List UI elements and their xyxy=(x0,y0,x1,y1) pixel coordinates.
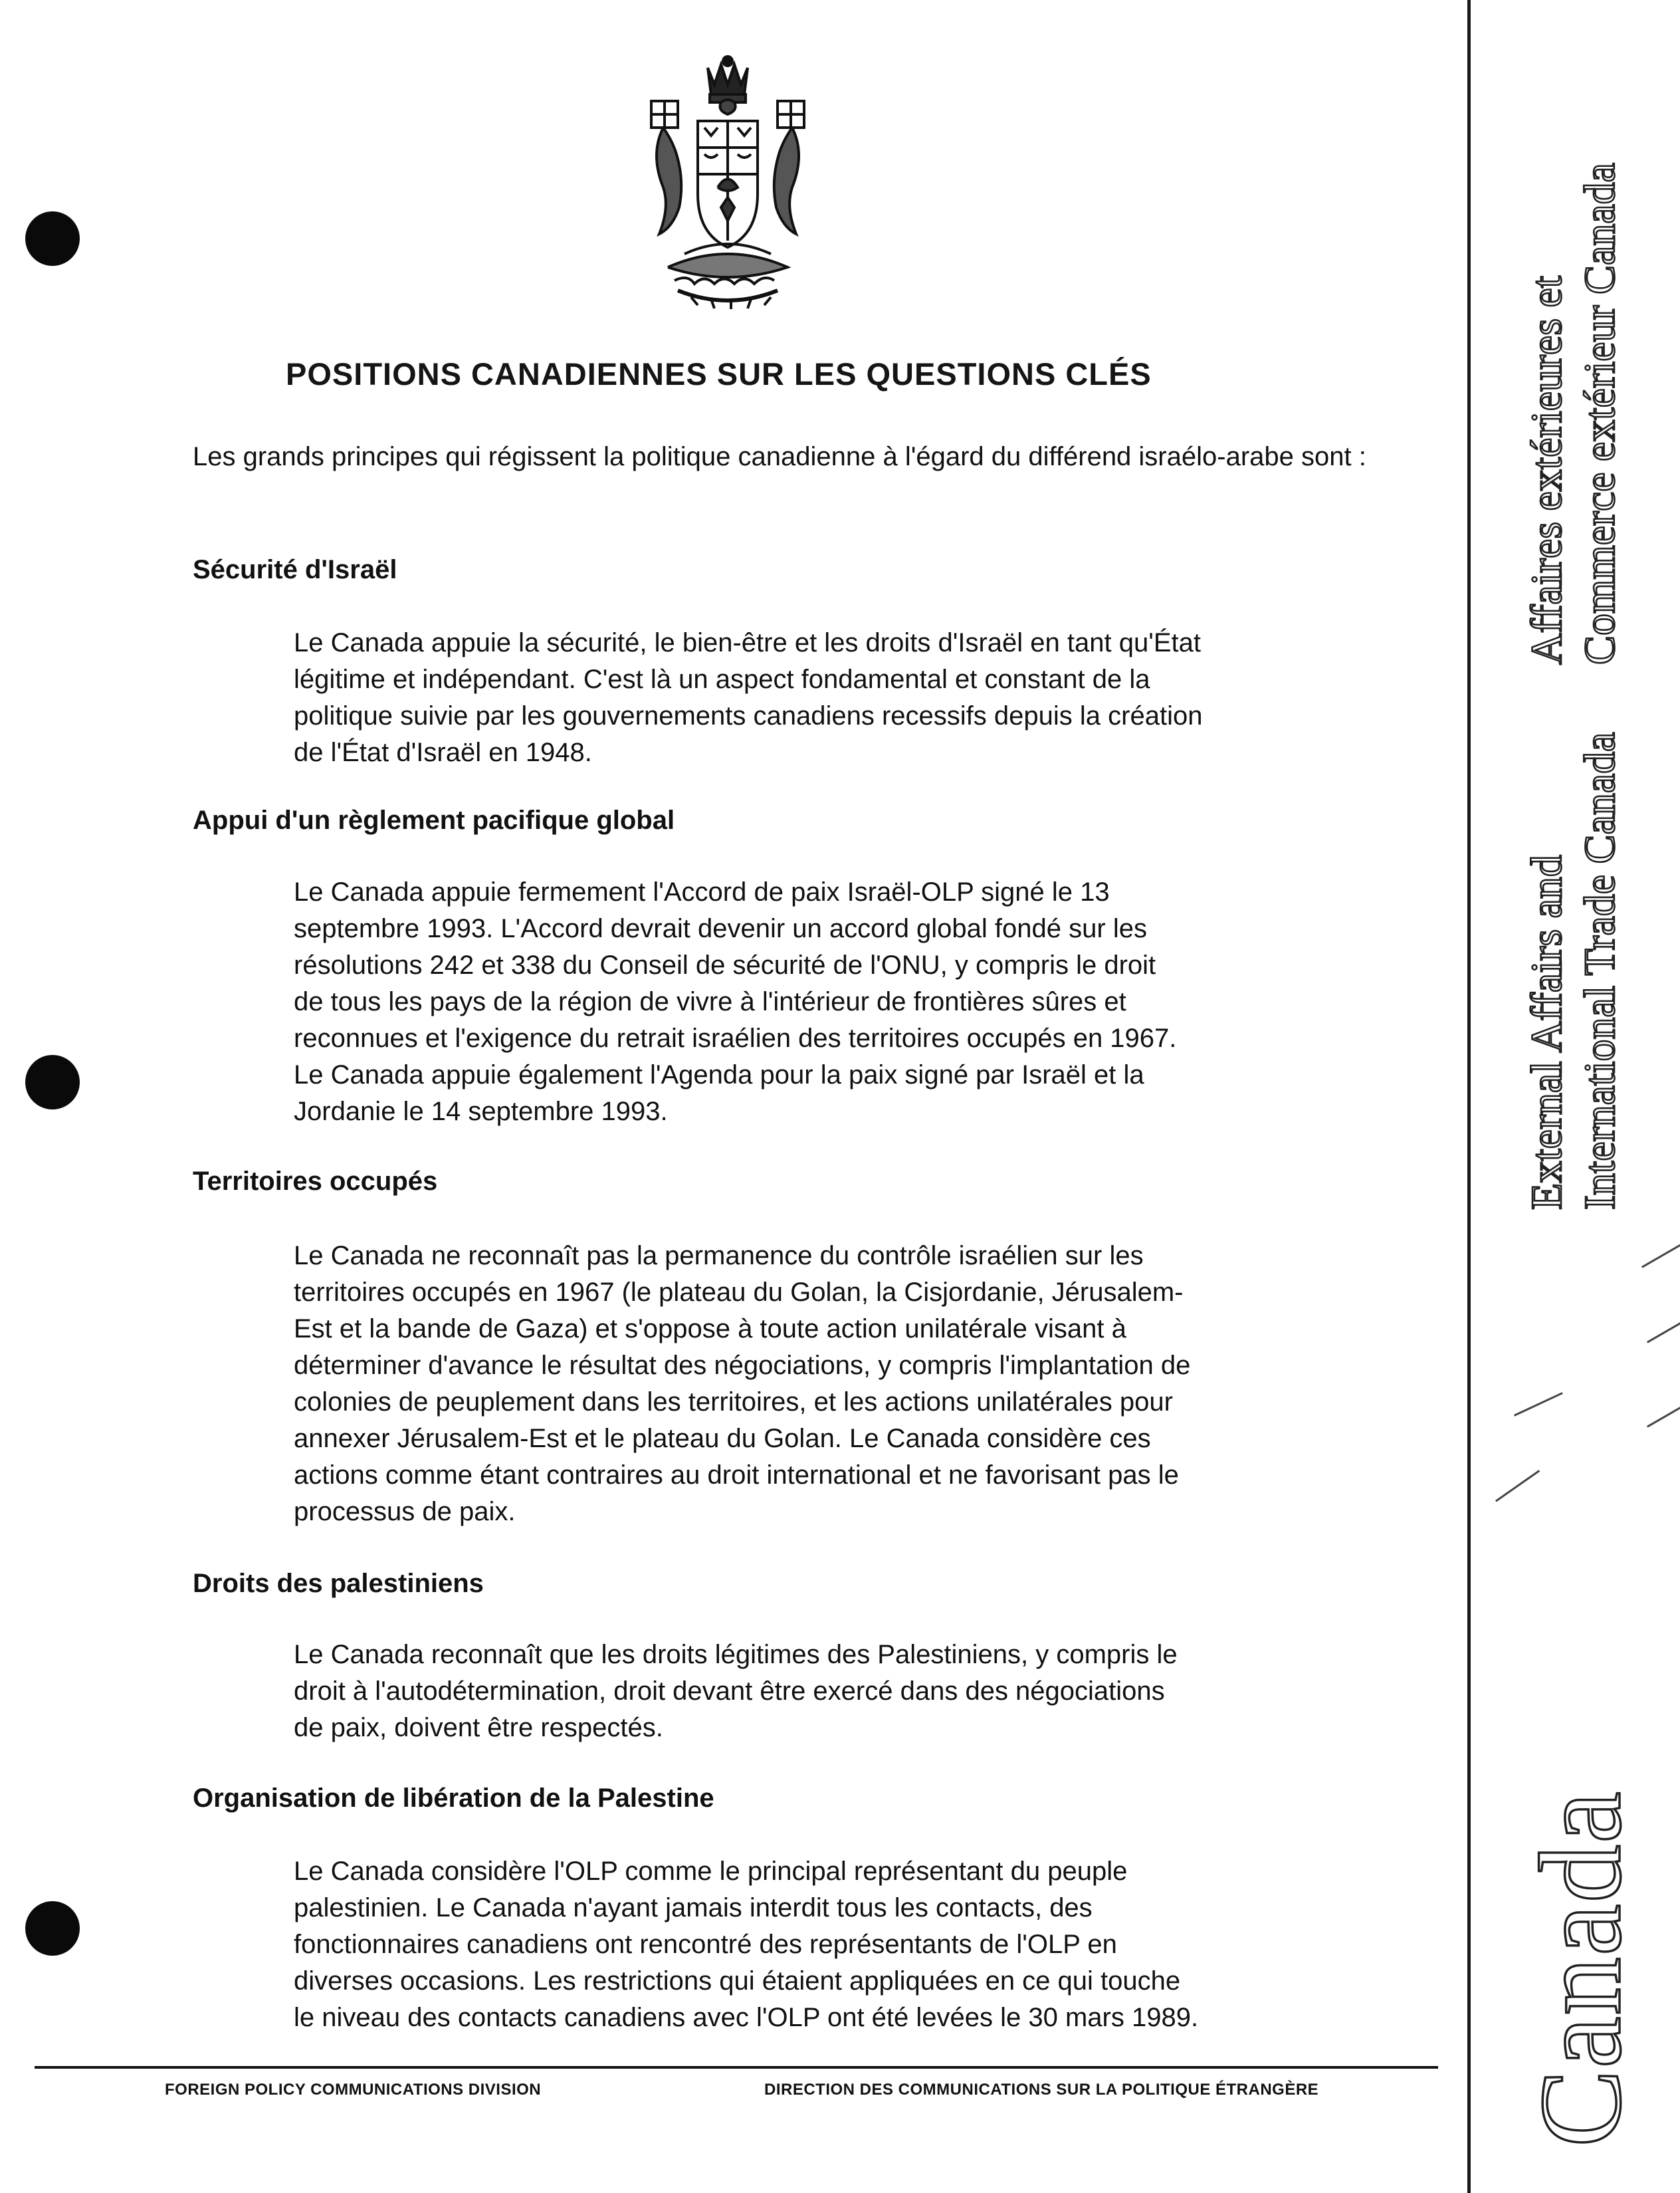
footer-left-division: FOREIGN POLICY COMMUNICATIONS DIVISION xyxy=(165,2081,542,2099)
heading-droits-palestiniens: Droits des palestiniens xyxy=(193,1569,484,1598)
text-line: actions comme étant contraires au droit international et ne favorisant pas le xyxy=(294,1460,1179,1490)
text-line: de paix, doivent être respectés. xyxy=(294,1713,663,1742)
text-line: droit à l'autodétermination, droit devant être exercé dans des négociations xyxy=(294,1676,1165,1706)
binder-hole-top xyxy=(25,211,80,266)
text-line: le niveau des contacts canadiens avec l'OLP ont été levées le 30 mars 1989. xyxy=(294,2003,1199,2032)
sidebar-fr-line1: Affaires extérieures et xyxy=(1522,275,1571,665)
paragraph-territoires-occupes xyxy=(294,1238,1417,1530)
page-title: POSITIONS CANADIENNES SUR LES QUESTIONS CLÉS xyxy=(286,356,1152,392)
text-line: septembre 1993. L'Accord devrait devenir un accord global fondé sur les xyxy=(294,914,1147,943)
footer-rule xyxy=(35,2066,1438,2069)
heading-olp: Organisation de libération de la Palestine xyxy=(193,1784,714,1813)
text-line: Le Canada appuie fermement l'Accord de paix Israël-OLP signé le 13 xyxy=(294,877,1110,907)
sidebar-fr-line2: Commerce extérieur Canada xyxy=(1576,163,1624,665)
text-line: colonies de peuplement dans les territoires, et les actions unilatérales pour xyxy=(294,1387,1173,1417)
text-line: Le Canada ne reconnaît pas la permanence du contrôle israélien sur les xyxy=(294,1241,1144,1270)
binder-hole-bottom xyxy=(25,1901,80,1956)
paragraph-olp xyxy=(294,1853,1417,2036)
text-line: diverses occasions. Les restrictions qui étaient appliquées en ce qui touche xyxy=(294,1966,1181,1996)
text-line: reconnues et l'exigence du retrait israélien des territoires occupés en 1967. xyxy=(294,1024,1177,1053)
text-line: légitime et indépendant. C'est là un aspect fondamental et constant de la xyxy=(294,665,1150,694)
sidebar-rule xyxy=(1467,0,1471,2193)
text-line: Le Canada appuie également l'Agenda pour la paix signé par Israël et la xyxy=(294,1060,1144,1090)
text-line: territoires occupés en 1967 (le plateau du Golan, la Cisjordanie, Jérusalem- xyxy=(294,1278,1184,1307)
paragraph-appui-reglement xyxy=(294,874,1417,1130)
text-line: déterminer d'avance le résultat des négociations, y compris l'implantation de xyxy=(294,1351,1191,1380)
text-line: de l'État d'Israël en 1948. xyxy=(294,738,592,767)
text-line: politique suivie par les gouvernements canadiens recessifs depuis la création xyxy=(294,701,1203,731)
binder-hole-middle xyxy=(25,1055,80,1109)
text-line: processus de paix. xyxy=(294,1497,516,1526)
sidebar-en-line1: External Affairs and xyxy=(1522,855,1571,1210)
text-line: résolutions 242 et 338 du Conseil de sécurité de l'ONU, y compris le droit xyxy=(294,951,1156,980)
heading-territoires-occupes: Territoires occupés xyxy=(193,1167,438,1196)
text-line: Est et la bande de Gaza) et s'oppose à toute action unilatérale visant à xyxy=(294,1314,1126,1343)
text-line: Le Canada reconnaît que les droits légitimes des Palestiniens, y compris le xyxy=(294,1640,1178,1669)
text-line: Jordanie le 14 septembre 1993. xyxy=(294,1097,668,1126)
heading-appui-reglement: Appui d'un règlement pacifique global xyxy=(193,806,675,835)
intro-paragraph: Les grands principes qui régissent la politique canadienne à l'égard du différend israélo-arabe sont : xyxy=(193,442,1366,471)
text-line: fonctionnaires canadiens ont rencontré des représentants de l'OLP en xyxy=(294,1930,1117,1959)
footer-right-division: DIRECTION DES COMMUNICATIONS SUR LA POLITIQUE ÉTRANGÈRE xyxy=(764,2081,1319,2099)
text-line: Le Canada appuie la sécurité, le bien-être et les droits d'Israël en tant qu'État xyxy=(294,628,1201,657)
coat-of-arms-icon xyxy=(638,55,817,310)
text-line: annexer Jérusalem-Est et le plateau du Golan. Le Canada considère ces xyxy=(294,1424,1151,1453)
text-line: palestinien. Le Canada n'ayant jamais interdit tous les contacts, des xyxy=(294,1893,1093,1922)
paragraph-droits-palestiniens xyxy=(294,1637,1417,1746)
paragraph-securite-israel xyxy=(294,625,1417,771)
sidebar-en-line2: International Trade Canada xyxy=(1576,732,1624,1210)
text-line: de tous les pays de la région de vivre à l'intérieur de frontières sûres et xyxy=(294,987,1126,1016)
heading-securite-israel: Sécurité d'Israël xyxy=(193,555,397,584)
text-line: Le Canada considère l'OLP comme le principal représentant du peuple xyxy=(294,1857,1128,1886)
canada-wordmark: Canada xyxy=(1516,1790,1645,2147)
